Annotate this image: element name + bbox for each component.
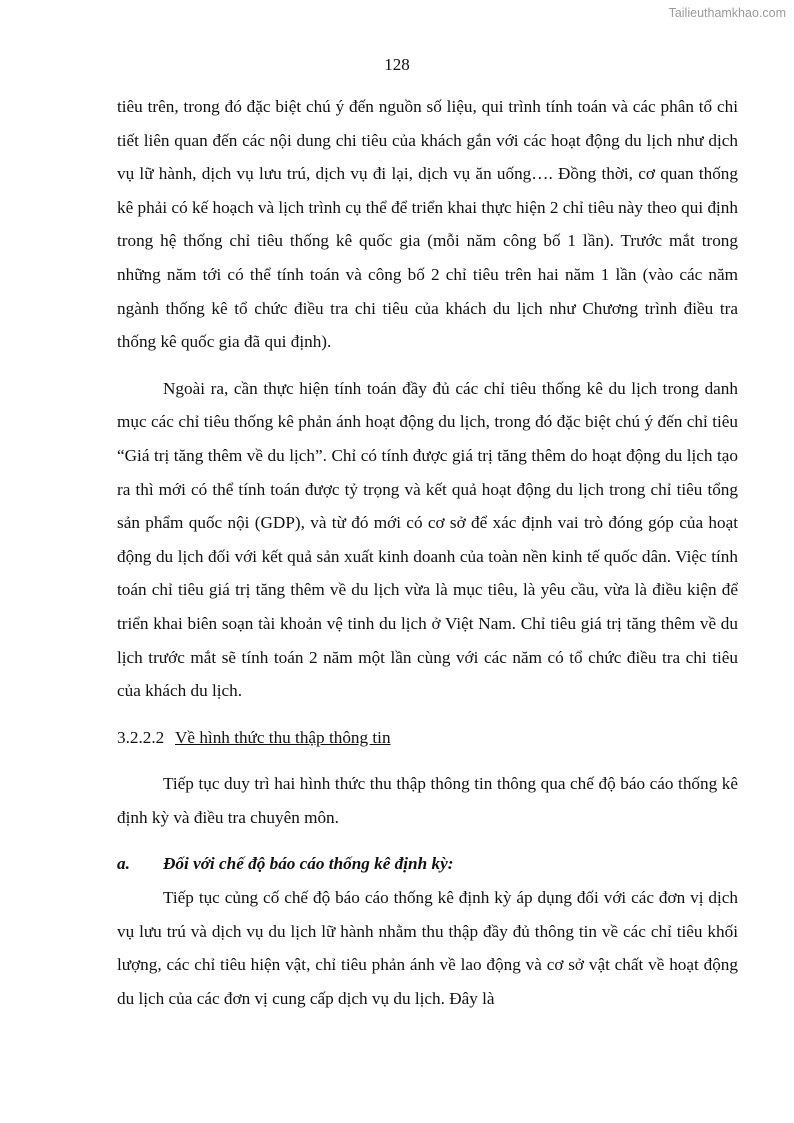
section-title: Về hình thức thu thập thông tin	[175, 727, 391, 747]
subsection-title: Đối với chế độ báo cáo thống kê định kỳ:	[163, 854, 454, 874]
watermark: Tailieuthamkhao.com	[668, 6, 786, 20]
paragraph-value-added: Ngoài ra, cần thực hiện tính toán đầy đủ các chỉ tiêu thống kê du lịch trong danh mục các chỉ tiêu thống kê phản ánh hoạt động du lịch, trong đó đặc biệt chú ý đến chỉ tiêu “Giá trị tăng thêm về du lịch”. Chỉ có tính được giá trị tăng thêm do hoạt động du lịch tạo ra thì mới có thể tính toán được tỷ trọng và kết quả hoạt động du lịch trong chỉ tiêu tổng sản phẩm quốc nội (GDP), và từ đó mới có cơ sở để xác định vai trò đóng góp của hoạt động du lịch đối với kết quả sản xuất kinh doanh của toàn nền kinh tế quốc dân. Việc tính toán chỉ tiêu giá trị tăng thêm về du lịch vừa là mục tiêu, là yêu cầu, vừa là điều kiện để triển khai biên soạn tài khoản vệ tinh du lịch ở Việt Nam. Chỉ tiêu giá trị tăng thêm về du lịch trước mắt sẽ tính toán 2 năm một lần cùng với các năm có tổ chức điều tra chi tiêu của khách du lịch.	[117, 378, 738, 701]
document-body	[117, 90, 738, 1015]
paragraph-collection-forms: Tiếp tục duy trì hai hình thức thu thập thông tin thông qua chế độ báo cáo thống kê định kỳ và điều tra chuyên môn.	[117, 774, 738, 827]
section-heading	[117, 721, 738, 755]
subsection-heading	[117, 847, 738, 881]
page-number: 128	[384, 55, 410, 74]
subsection-label: a.	[117, 854, 130, 874]
paragraph-continuation: tiêu trên, trong đó đặc biệt chú ý đến nguồn số liệu, qui trình tính toán và các phân tổ chi tiết liên quan đến các nội dung chi tiêu của khách gắn với các hoạt động du lịch như dịch vụ lữ hành, dịch vụ lưu trú, dịch vụ đi lại, dịch vụ ăn uống…. Đồng thời, cơ quan thống kê phải có kế hoạch và lịch trình cụ thể để triển khai thực hiện 2 chỉ tiêu này theo qui định trong hệ thống chỉ tiêu thống kê quốc gia (mỗi năm công bố 1 lần). Trước mắt trong những năm tới có thể tính toán và công bố 2 chỉ tiêu trên hai năm 1 lần (vào các năm ngành thống kê tổ chức điều tra chi tiêu của khách du lịch như Chương trình điều tra thống kê quốc gia đã qui định).	[117, 97, 738, 352]
paragraph-periodic-reporting: Tiếp tục củng cố chế độ báo cáo thống kê định kỳ áp dụng đối với các đơn vị dịch vụ lưu trú và dịch vụ du lịch lữ hành nhằm thu thập đầy đủ thông tin về các chỉ tiêu khối lượng, các chỉ tiêu hiện vật, chỉ tiêu phản ánh về lao động và cơ sở vật chất về hoạt động du lịch của các đơn vị cung cấp dịch vụ du lịch. Đây là	[117, 888, 738, 1008]
section-number: 3.2.2.2	[117, 727, 165, 747]
